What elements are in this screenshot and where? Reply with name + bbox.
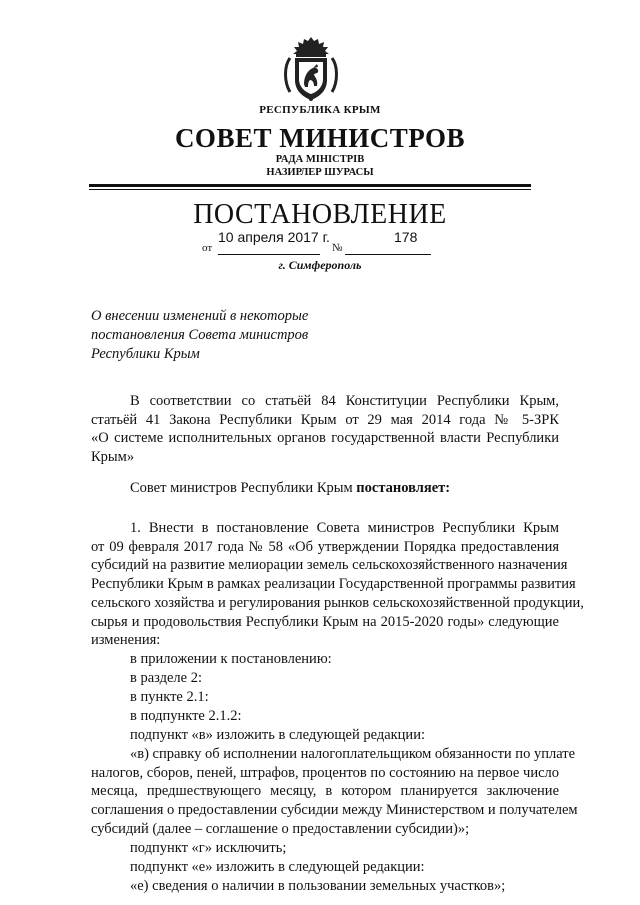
preamble-paragraph <box>91 392 559 467</box>
subject-line: О внесении изменений в некоторые <box>91 308 309 324</box>
number-label: № <box>332 242 343 254</box>
item-1-line: Республики Крым в рамках реализации Государственной программы развития <box>91 576 576 593</box>
quote-v-line: налогов, сборов, пеней, штрафов, процентов по состоянию на первое число <box>91 764 559 781</box>
council-heading: СОВЕТ МИНИСТРОВ <box>174 123 466 153</box>
item-1-line: сельского хозяйства и регулирования рынков сельскохозяйственной продукции, <box>91 594 584 611</box>
resolves-text: Совет министров Республики Крым <box>130 480 357 496</box>
preamble-line: В соответствии со статьёй 84 Конституции Республики Крым, <box>130 393 559 409</box>
item-1-line: изменения: <box>91 632 161 649</box>
header-divider-thick <box>89 184 531 187</box>
preamble-line: статьёй 41 Закона Республики Крым от 29 мая 2014 года № 5-ЗРК <box>91 411 559 428</box>
quote-v-paragraph <box>91 745 578 839</box>
decree-date: 10 апреля 2017 г. <box>218 229 330 245</box>
quote-v-line: месяца, предшествующего месяцу, в котором планируется заключение <box>91 783 559 800</box>
list-item: в приложении к постановлению: <box>130 651 332 667</box>
item-1-line: субсидий на развитие мелиорации земель сельскохозяйственного назначения <box>91 557 568 574</box>
item-1-line: от 09 февраля 2017 года № 58 «Об утверждении Порядка предоставления <box>91 538 559 555</box>
list-item: подпункт «в» изложить в следующей редакции: <box>130 727 425 743</box>
decree-city: г. Симферополь <box>278 258 362 272</box>
resolves-paragraph <box>91 479 559 498</box>
decree-number: 178 <box>394 229 418 245</box>
date-label: от <box>202 242 213 254</box>
list-item: «е) сведения о наличии в пользовании земельных участков»; <box>130 878 506 894</box>
item-1-line: 1. Внести в постановление Совета министров Республики Крым <box>130 520 559 536</box>
number-underline <box>345 254 431 255</box>
list-item: в пункте 2.1: <box>130 689 209 705</box>
crimea-coat-of-arms-icon <box>284 36 338 104</box>
list-item: подпункт «е» изложить в следующей редакции: <box>130 859 425 875</box>
list-item: в разделе 2: <box>130 670 203 686</box>
republic-heading: РЕСПУБЛИКА КРЫМ <box>259 104 381 116</box>
nazirler-heading: НАЗИРЛЕР ШУРАСЫ <box>266 167 374 178</box>
subject-line: Республики Крым <box>91 346 200 362</box>
date-underline <box>218 254 320 255</box>
date-number-row <box>200 229 440 256</box>
quote-v-line: субсидий (далее – соглашение о предоставлении субсидии)»; <box>91 820 470 837</box>
header-divider-thin <box>89 189 531 190</box>
item-1-paragraph <box>91 519 584 650</box>
decree-subject <box>91 307 371 364</box>
quote-v-line: «в) справку об исполнении налогоплательщиком обязанности по уплате <box>130 746 576 762</box>
resolves-bold: постановляет: <box>356 480 451 496</box>
quote-v-line: соглашения о предоставлении субсидии между Министерством и получателем <box>91 802 578 819</box>
rada-heading: РАДА МІНІСТРІВ <box>275 154 365 165</box>
subject-line: постановления Совета министров <box>91 327 309 343</box>
decree-title: ПОСТАНОВЛЕНИЕ <box>193 199 447 230</box>
preamble-line: «О системе исполнительных органов государственной власти Республики <box>91 430 559 447</box>
list-item: в подпункте 2.1.2: <box>130 708 242 724</box>
list-item: подпункт «г» исключить; <box>130 840 287 856</box>
preamble-line: Крым» <box>91 449 135 466</box>
item-1-line: сырья и продовольствия Республики Крым на 2015-2020 годы» следующие <box>91 613 559 630</box>
